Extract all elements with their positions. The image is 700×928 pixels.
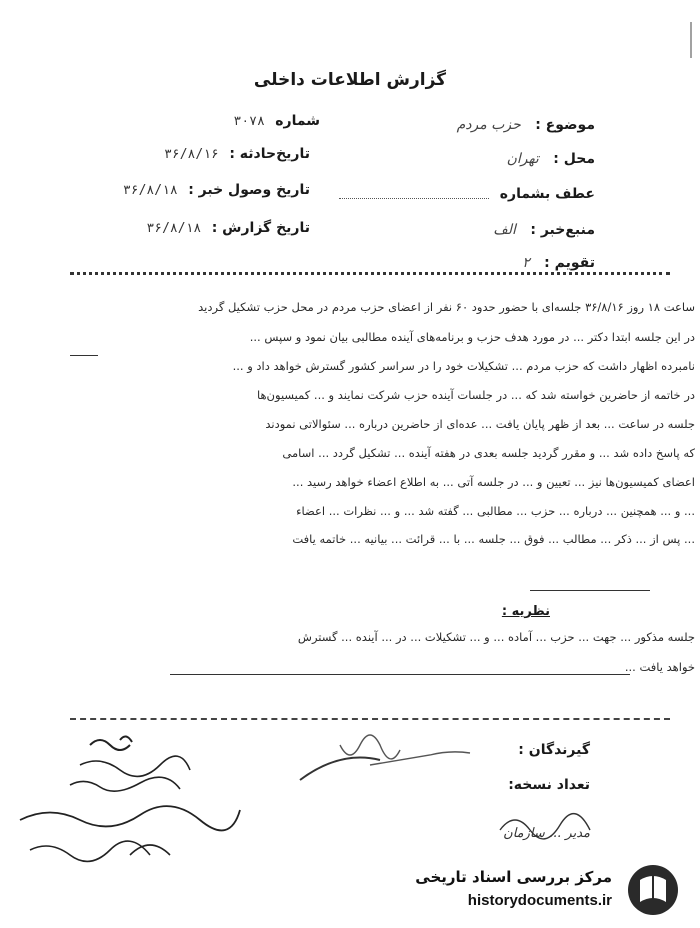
subject-label: موضوع : bbox=[535, 117, 595, 133]
signature-scribble bbox=[280, 725, 520, 795]
number-value: ۳۰۷۸ bbox=[233, 114, 265, 129]
note-line: خواهد یافت ... bbox=[624, 660, 695, 674]
watermark-url: historydocuments.ir bbox=[467, 892, 612, 909]
incident-date-value: ۳۶/۸/۱۶ bbox=[164, 147, 219, 162]
body-line: ... پس از ... ذکر ... مطالب ... فوق ... جلسه ... با ... قرائت ... بیانیه ... خاتمه یافت bbox=[292, 532, 695, 546]
body-underline bbox=[530, 590, 650, 591]
note-line: جلسه مذکور ... جهت ... حزب ... آماده ... و ... تشکیلات ... در ... آینده ... گسترش bbox=[297, 630, 695, 644]
location-field bbox=[507, 151, 595, 167]
number-field bbox=[234, 113, 321, 129]
evaluation-label: تقویم : bbox=[544, 255, 595, 271]
watermark-logo bbox=[392, 860, 692, 920]
subject-value: حزب مردم bbox=[456, 117, 521, 133]
body-line: نامبرده اظهار داشت که حزب مردم ... تشکیلات خود را در سراسر کشور گسترش خواهد داد و ... bbox=[232, 359, 695, 373]
body-underline bbox=[70, 355, 98, 356]
evaluation-field bbox=[522, 255, 595, 271]
body-line: اعضای کمیسیون‌ها نیز ... تعیین و ... در جلسه آتی ... به اطلاع اعضاء خواهد رسید ... bbox=[292, 475, 695, 489]
location-value: تهران bbox=[506, 151, 539, 167]
body-line: در خاتمه از حاضرین خواسته شد که ... در جلسات آینده حزب شرکت نمایند و ... کمیسیون‌ها bbox=[256, 388, 695, 402]
watermark-title: مرکز بررسی اسناد تاریخی bbox=[415, 868, 612, 886]
footer-separator bbox=[70, 718, 670, 720]
body-line: که پاسخ داده شد ... و مقرر گردید جلسه بعدی در هفته آینده ... تشکیل گردد ... اسامی bbox=[282, 446, 695, 460]
evaluation-value: ۲ bbox=[522, 255, 530, 271]
report-date-label: تاریخ گزارش : bbox=[211, 220, 310, 236]
body-line: در این جلسه ابتدا دکتر ... در مورد هدف حزب و برنامه‌های آینده مطالبی بیان نمود و سپس ... bbox=[249, 330, 695, 344]
incident-date-field bbox=[164, 146, 310, 162]
body-line: جلسه در ساعت ... بعد از ظهر پایان یافت ... عده‌ای از حاضرین درباره ... سئوالاتی نمودند bbox=[265, 417, 695, 431]
received-date-value: ۳۶/۸/۱۸ bbox=[122, 183, 178, 198]
director-signature bbox=[490, 805, 600, 845]
reference-label: عطف بشماره bbox=[499, 186, 595, 202]
subject-field bbox=[457, 117, 595, 133]
note-underline bbox=[170, 674, 630, 675]
incident-date-label: تاریخ‌حادثه : bbox=[229, 146, 310, 162]
director-note-text: مدیر ... سازمان bbox=[503, 826, 590, 841]
recipients-label: گیرندگان : bbox=[518, 742, 590, 758]
header-separator bbox=[70, 272, 670, 275]
reference-dots bbox=[339, 190, 489, 199]
margin-mark bbox=[686, 20, 696, 60]
source-field bbox=[493, 222, 595, 238]
report-date-field bbox=[146, 220, 310, 236]
source-value: الف bbox=[493, 222, 516, 238]
note-label-text: نظریه : bbox=[501, 604, 550, 619]
body-line: ساعت ۱۸ روز ۳۶/۸/۱۶ جلسه‌ای با حضور حدود ۶۰ نفر از اعضای حزب مردم در محل حزب تشکیل گردید bbox=[198, 300, 695, 314]
archive-logo-icon bbox=[624, 862, 682, 918]
note-label bbox=[502, 604, 550, 619]
copies-label: تعداد نسخه: bbox=[508, 777, 590, 793]
report-title: گزارش اطلاعات داخلی bbox=[253, 70, 447, 90]
reference-field bbox=[339, 186, 595, 202]
location-label: محل : bbox=[553, 151, 595, 167]
number-label: شماره bbox=[275, 113, 320, 129]
body-line: ... و ... همچنین ... درباره ... حزب ... مطالبی ... گفته شد ... و ... نظرات ... اعضاء bbox=[296, 504, 695, 518]
source-label: منبع‌خبر : bbox=[530, 222, 595, 238]
handwritten-annotation bbox=[10, 725, 270, 885]
report-date-value: ۳۶/۸/۱۸ bbox=[146, 221, 202, 236]
received-date-field bbox=[123, 182, 310, 198]
received-date-label: تاریخ وصول خبر : bbox=[188, 182, 310, 198]
